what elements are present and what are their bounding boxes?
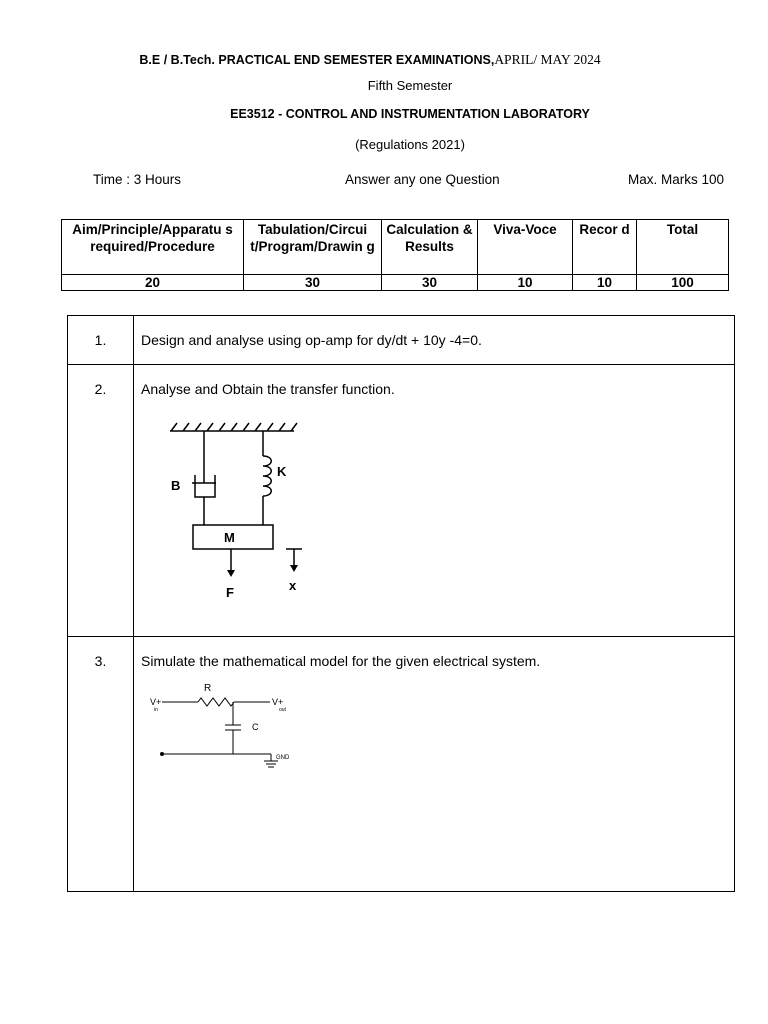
question-text: Design and analyse using op-amp for dy/dt + 10y -4=0. <box>141 332 482 348</box>
marks-header-cell: Aim/Principle/Apparatu s required/Procedure <box>62 220 244 275</box>
questions-table <box>67 315 735 892</box>
question-cell <box>134 316 735 365</box>
ceiling-hatch <box>171 423 297 431</box>
course-title: EE3512 - CONTROL AND INSTRUMENTATION LABORATORY <box>230 107 590 121</box>
displacement-label: x <box>289 578 297 593</box>
question-row <box>68 316 735 365</box>
spring-label: K <box>277 464 287 479</box>
question-row <box>68 637 735 892</box>
question-number-text: 1. <box>94 332 107 348</box>
ground-label: GND <box>276 755 290 761</box>
displacement-arrowhead <box>290 565 298 572</box>
time-allowed: Time : 3 Hours <box>93 172 182 187</box>
question-number-text: 2. <box>94 381 107 397</box>
instruction: Answer any one Question <box>345 172 500 187</box>
marks-distribution-table <box>61 219 729 291</box>
mass-label: M <box>224 530 235 545</box>
ground-terminal-dot <box>160 752 164 756</box>
marks-value-cell: 100 <box>637 275 729 291</box>
question-number <box>68 637 134 892</box>
question-number <box>68 365 134 637</box>
marks-header-cell: Viva-Voce <box>478 220 573 275</box>
force-arrowhead <box>227 570 235 577</box>
rc-circuit-diagram <box>144 677 314 777</box>
marks-value-cell: 10 <box>478 275 573 291</box>
capacitor-label: C <box>252 722 259 732</box>
vout-subscript: out <box>279 707 286 713</box>
regulations: (Regulations 2021) <box>355 137 465 152</box>
marks-header-cell: Total <box>637 220 729 275</box>
marks-value-row <box>62 275 729 291</box>
exam-title-main: B.E / B.Tech. PRACTICAL END SEMESTER EXAMINATIONS, <box>139 53 495 67</box>
marks-header-cell: Recor d <box>573 220 637 275</box>
question-row <box>68 365 735 637</box>
resistor-symbol <box>198 698 234 706</box>
marks-header-cell: Calculation & Results <box>382 220 478 275</box>
vout-label: V+ <box>272 697 284 707</box>
spring-coil <box>263 456 271 496</box>
question-number-text: 3. <box>94 653 107 669</box>
marks-value-cell: 10 <box>573 275 637 291</box>
damper-cylinder <box>195 475 215 497</box>
marks-value-cell: 30 <box>244 275 382 291</box>
exam-session: APRIL/ MAY 2024 <box>494 52 601 67</box>
resistor-label: R <box>204 683 212 694</box>
vin-subscript: in <box>154 707 158 713</box>
exam-title <box>0 52 740 68</box>
question-text: Simulate the mathematical model for the given electrical system. <box>141 653 541 669</box>
marks-value-cell: 20 <box>62 275 244 291</box>
question-cell <box>134 637 735 892</box>
question-cell <box>134 365 735 637</box>
question-number <box>68 316 134 365</box>
marks-header-row <box>62 220 729 275</box>
vin-label: V+ <box>150 697 162 707</box>
max-marks: Max. Marks 100 <box>628 172 725 187</box>
mass-spring-damper-diagram <box>166 418 326 608</box>
marks-value-cell: 30 <box>382 275 478 291</box>
damper-label: B <box>171 478 181 493</box>
marks-header-cell: Tabulation/Circui t/Program/Drawin g <box>244 220 382 275</box>
semester: Fifth Semester <box>367 78 453 93</box>
force-label: F <box>226 585 234 600</box>
question-text: Analyse and Obtain the transfer function. <box>141 381 395 397</box>
